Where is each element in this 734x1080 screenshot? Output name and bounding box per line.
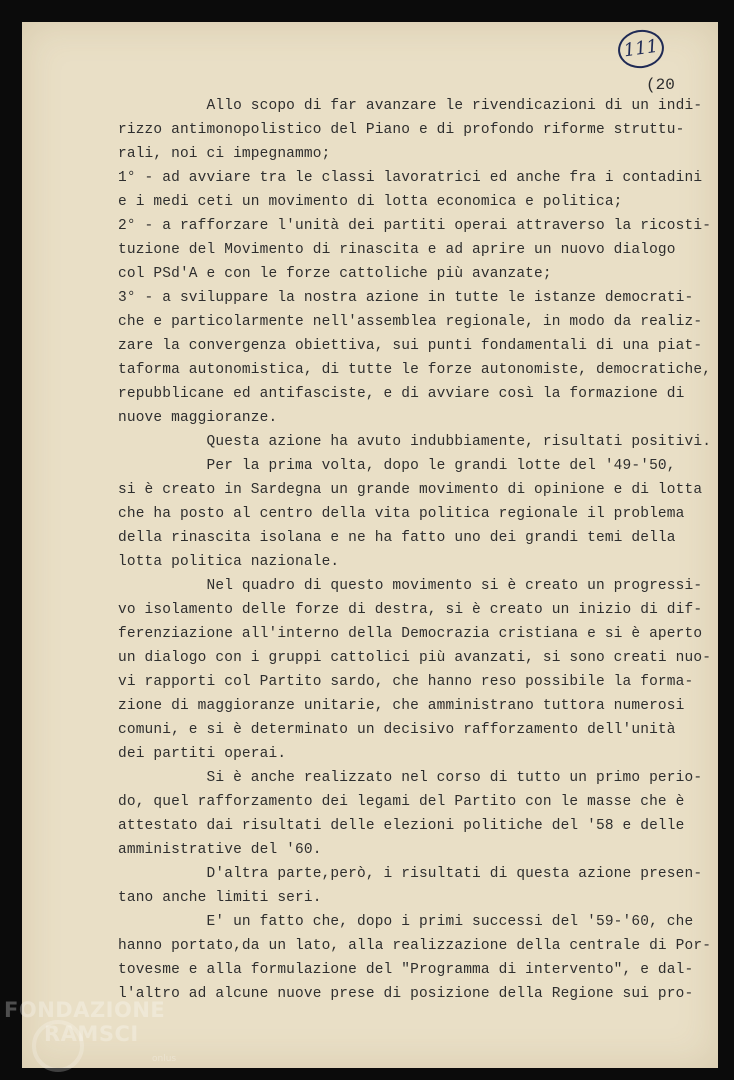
text-line: 1° - ad avviare tra le classi lavoratrici ed anche fra i contadini — [118, 170, 703, 186]
text-line: nuove maggioranze. — [118, 410, 278, 426]
text-line: zare la convergenza obiettiva, sui punti fondamentali di una piat- — [118, 338, 703, 354]
text-line: attestato dai risultati delle elezioni politiche del '58 e delle — [118, 818, 685, 834]
text-line: D'altra parte,però, i risultati di questa azione presen- — [118, 866, 703, 882]
watermark-sub: onlus — [152, 1054, 177, 1064]
text-line: vo isolamento delle forze di destra, si è creato un inizio di dif- — [118, 602, 703, 618]
text-line: hanno portato,da un lato, alla realizzazione della centrale di Por- — [118, 938, 712, 954]
text-line: E' un fatto che, dopo i primi successi del '59-'60, che — [118, 914, 694, 930]
text-line: e i medi ceti un movimento di lotta economica e politica; — [118, 194, 623, 210]
text-line: zione di maggioranze unitarie, che amministrano tuttora numerosi — [118, 698, 685, 714]
text-line: col PSd'A e con le forze cattoliche più avanzate; — [118, 266, 552, 282]
text-line: che e particolarmente nell'assemblea regionale, in modo da realiz- — [118, 314, 703, 330]
text-line: do, quel rafforzamento dei legami del Partito con le masse che è — [118, 794, 685, 810]
text-line: 3° - a sviluppare la nostra azione in tutte le istanze democrati- — [118, 290, 694, 306]
watermark-line-1: FONDAZIONE — [4, 998, 166, 1022]
text-line: che ha posto al centro della vita politica regionale il problema — [118, 506, 685, 522]
text-line: si è creato in Sardegna un grande movimento di opinione e di lotta — [118, 482, 703, 498]
text-line: lotta politica nazionale. — [118, 554, 340, 570]
text-line: repubblicane ed antifasciste, e di avviare così la formazione di — [118, 386, 685, 402]
text-line: comuni, e si è determinato un decisivo rafforzamento dell'unità — [118, 722, 676, 738]
text-line: tovesme e alla formulazione del "Programma di intervento", e dal- — [118, 962, 694, 978]
fondazione-gramsci-watermark — [4, 998, 204, 1076]
text-line: Nel quadro di questo movimento si è creato un progressi- — [118, 578, 703, 594]
text-line: rizzo antimonopolistico del Piano e di profondo riforme struttu- — [118, 122, 685, 138]
text-line: Si è anche realizzato nel corso di tutto un primo perio- — [118, 770, 703, 786]
text-line: rali, noi ci impegnammo; — [118, 146, 331, 162]
text-line: tuzione del Movimento di rinascita e ad aprire un nuovo dialogo — [118, 242, 676, 258]
text-line: della rinascita isolana e ne ha fatto uno dei grandi temi della — [118, 530, 676, 546]
page-number: (20 — [646, 76, 675, 94]
text-line: Questa azione ha avuto indubbiamente, risultati positivi. — [118, 434, 712, 450]
text-line: vi rapporti col Partito sardo, che hanno reso possibile la forma- — [118, 674, 694, 690]
archive-stamp: 111 — [616, 27, 667, 71]
text-line: un dialogo con i gruppi cattolici più avanzati, si sono creati nuo- — [118, 650, 712, 666]
text-line: l'altro ad alcune nuove prese di posizione della Regione sui pro- — [118, 986, 694, 1002]
text-line: 2° - a rafforzare l'unità dei partiti operai attraverso la ricosti- — [118, 218, 712, 234]
watermark-line-2: RAMSCI — [44, 1022, 139, 1046]
text-line: ferenziazione all'interno della Democrazia cristiana e si è aperto — [118, 626, 703, 642]
text-line: Per la prima volta, dopo le grandi lotte del '49-'50, — [118, 458, 676, 474]
text-line: amministrative del '60. — [118, 842, 322, 858]
text-line: tano anche limiti seri. — [118, 890, 322, 906]
text-line: dei partiti operai. — [118, 746, 287, 762]
text-line: taforma autonomistica, di tutte le forze autonomiste, democratiche, — [118, 362, 712, 378]
text-line: Allo scopo di far avanzare le rivendicazioni di un indi- — [118, 98, 703, 114]
